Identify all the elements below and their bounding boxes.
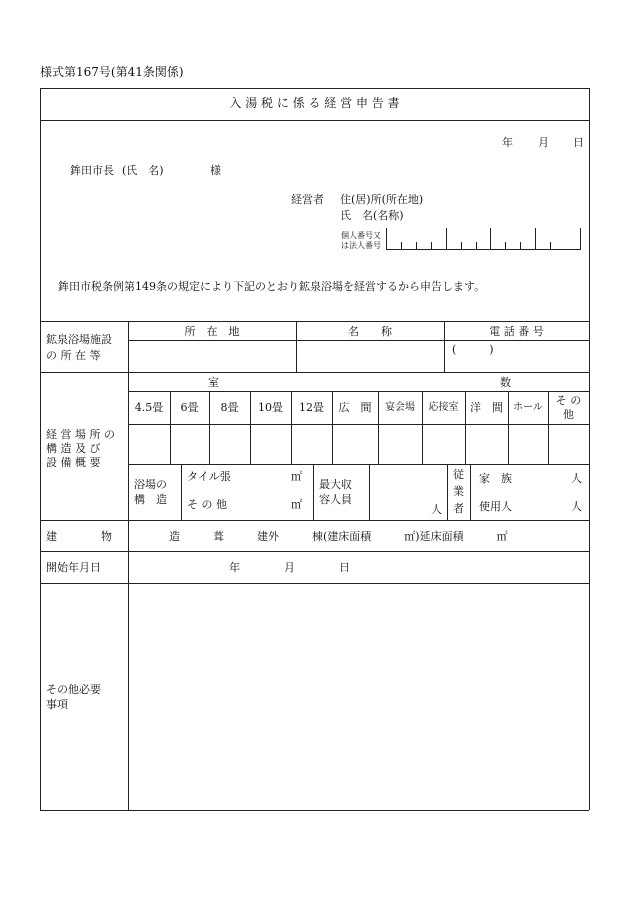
capacity-label-1: 最大収: [319, 478, 352, 491]
operator-label: 経営者: [291, 193, 324, 206]
staff-label-3: 者: [453, 502, 464, 515]
start-date-label: 開始年月日: [46, 561, 101, 574]
staff-label-1: 従: [453, 468, 464, 481]
structure-label-3: 設 備 概 要: [46, 456, 101, 469]
location-label-2: の 所 在 等: [46, 349, 101, 362]
other-notes-area[interactable]: [129, 584, 588, 809]
other-label-2: 事項: [46, 698, 68, 711]
structure-label-1: 経 営 場 所 の: [46, 428, 115, 441]
room-12: 12畳: [299, 401, 324, 414]
col-address: 所 在 地: [184, 325, 240, 338]
location-label-1: 鉱泉浴場施設: [46, 333, 112, 346]
statement-text: 鉾田市税条例第149条の規定により下記のとおり鉱泉浴場を経営するから申告します。: [58, 280, 486, 293]
building-details[interactable]: 造 葺 建外 棟(建床面積 ㎡)延床面積 ㎡: [169, 530, 508, 543]
bath-label-1: 浴場の: [134, 478, 167, 491]
operator-name-label[interactable]: 氏 名(名称): [340, 209, 404, 222]
id-number-label-2: は法人番号: [341, 241, 381, 250]
other-bath-label: そ の 他: [187, 498, 227, 511]
room-4-5: 4.5畳: [134, 401, 164, 414]
mayor-label: 鉾田市長: [70, 164, 114, 177]
room-10: 10畳: [258, 401, 283, 414]
col-name: 名 称: [348, 325, 392, 338]
tile-sqm: ㎡: [291, 470, 302, 483]
room-hall: 広 間: [338, 401, 372, 414]
start-date-value[interactable]: 年 月 日: [229, 561, 350, 574]
room-banquet: 宴会場: [385, 402, 415, 413]
family-unit: 人: [571, 472, 582, 485]
tile-label: タイル張: [187, 470, 231, 483]
capacity-unit: 人: [431, 503, 442, 516]
honorific: 様: [210, 164, 221, 177]
room-6: 6畳: [180, 401, 199, 414]
count-label: 数: [500, 376, 511, 389]
id-number-boxes[interactable]: [386, 228, 580, 250]
date-month[interactable]: 月: [538, 136, 549, 149]
other-bath-sqm: ㎡: [291, 498, 302, 511]
room-reception: 応接室: [428, 402, 459, 413]
date-day[interactable]: 日: [573, 136, 584, 149]
operator-address-label[interactable]: 住(居)所(所在地): [340, 193, 424, 206]
room-8: 8畳: [220, 401, 239, 414]
other-label-1: その他必要: [46, 683, 101, 696]
id-number-label: 個人番号又: [341, 231, 381, 240]
staff-label-2: 業: [453, 485, 464, 498]
room-label: 室: [208, 376, 219, 389]
room-other-2: 他: [563, 408, 574, 421]
room-ballroom: ホール: [513, 402, 543, 413]
bath-label-2: 構 造: [134, 493, 167, 506]
capacity-label-2: 容人員: [319, 493, 352, 506]
building-label: 建 物: [46, 530, 112, 543]
phone-area-code[interactable]: ( ): [452, 343, 494, 356]
room-western: 洋 間: [470, 401, 503, 414]
mayor-name: (氏 名): [122, 164, 164, 177]
date-year[interactable]: 年: [502, 136, 513, 149]
col-phone: 電 話 番 号: [489, 325, 544, 338]
form-title: 入 湯 税 に 係 る 経 営 申 告 書: [229, 96, 400, 110]
family-label: 家 族: [479, 472, 512, 485]
room-other-1: そ の: [555, 394, 582, 407]
employee-unit: 人: [571, 500, 582, 513]
form-number: 様式第167号(第41条関係): [40, 65, 184, 79]
structure-label-2: 構 造 及 び: [46, 442, 101, 455]
employee-label: 使用人: [479, 500, 512, 513]
